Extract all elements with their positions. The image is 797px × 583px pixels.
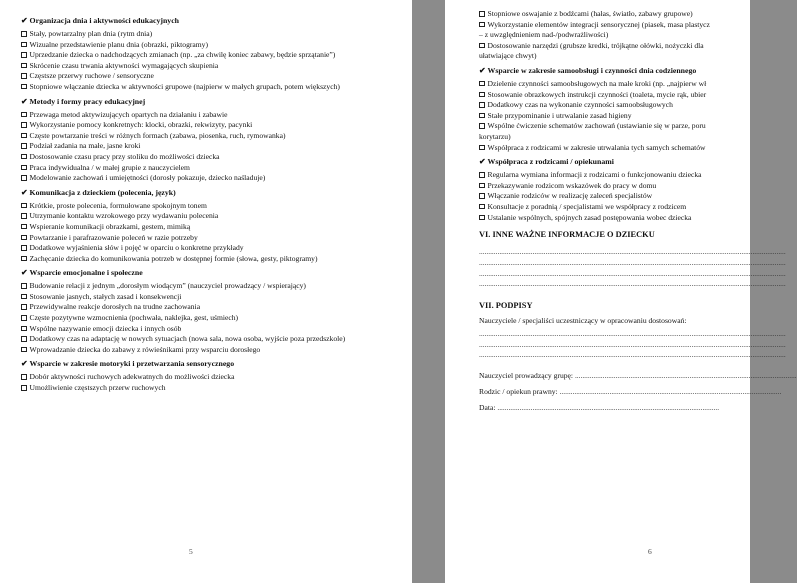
checkbox[interactable] [21, 31, 27, 37]
checkmark-icon: ✔ [479, 157, 486, 167]
checklist-item [479, 111, 750, 122]
section-heading [21, 96, 402, 107]
checklist-item [21, 372, 402, 383]
checkbox[interactable] [21, 256, 27, 262]
checkbox[interactable] [21, 294, 27, 300]
page-6 [445, 0, 797, 583]
checklist-item [21, 383, 402, 394]
checklist-item-continuation: – z uwzględnieniem nad-/podwrażliwości) [479, 30, 609, 40]
checkbox[interactable] [21, 235, 27, 241]
checklist-item-label: Dostosowanie narzędzi (grubsze kredki, trójkątne ołówki, nożyczki dla [487, 40, 704, 50]
checklist-item [21, 50, 402, 61]
page-number: 6 [648, 547, 652, 556]
checklist-item-label: Dostosowanie czasu pracy przy stoliku do możliwości dziecka [29, 151, 220, 161]
checkbox[interactable] [21, 154, 27, 160]
checklist-item-label: Krótkie, proste polecenia, formułowane spokojnym tonem [29, 200, 207, 210]
teacher-dotted-field[interactable]: ........................................................................................................................ [574, 371, 797, 381]
checklist-item [479, 143, 750, 154]
checklist-item [21, 163, 402, 174]
checklist-item-label: Uprzedzanie dziecka o nadchodzących zmianach (np. „za chwilę koniec zabawy, będzie sprzątanie”) [29, 50, 336, 60]
checklist-item-label: Wizualne przedstawienie planu dnia (obrazki, piktogramy) [29, 39, 209, 49]
checkbox[interactable] [21, 203, 27, 209]
checkbox[interactable] [21, 73, 27, 79]
checkbox[interactable] [21, 224, 27, 230]
parent-label: Rodzic / opiekun prawny: [479, 387, 558, 397]
checklist-item [479, 9, 750, 20]
checklist-item-label: Wprowadzanie dziecka do zabawy z rówieśnikami przy wsparciu dorosłego [29, 344, 261, 354]
checklist-item-label: Stałe przypominanie i utrwalanie zasad higieny [487, 110, 632, 120]
dotted-line[interactable]: ...................................................................................................................................................................... [479, 247, 786, 257]
checklist-item-label: Wspieranie komunikacji obrazkami, gestem, mimiką [29, 221, 191, 231]
checkbox[interactable] [21, 133, 27, 139]
checklist-item-label: Utrzymanie kontaktu wzrokowego przy wydawaniu polecenia [29, 211, 219, 221]
checkmark-icon: ✔ [21, 16, 28, 25]
checklist-item [479, 213, 750, 224]
checklist-item-label: Budowanie relacji z jednym „dorosłym wiodącym” (nauczyciel prowadzący / wspierający) [29, 281, 306, 291]
section-heading [21, 358, 402, 369]
checklist-item [21, 233, 402, 244]
checklist-item [479, 202, 750, 213]
checklist-item-label: Wykorzystanie elementów integracji sensorycznej (piasek, masa plastycz [487, 19, 710, 29]
checkbox[interactable] [479, 215, 485, 221]
checklist-item-label: Stosowanie obrazkowych instrukcji czynności (toaleta, mycie rąk, ubier [487, 89, 707, 99]
checklist-item-label: Przekazywanie rodzicom wskazówek do pracy w domu [487, 180, 657, 190]
checklist-item [21, 110, 402, 121]
section-heading [21, 267, 402, 278]
section-heading [479, 156, 750, 167]
checklist-item [21, 211, 402, 222]
checklist-item-label: Wykorzystanie pomocy konkretnych: klocki, obrazki, rekwizyty, pacynki [29, 120, 253, 130]
checkbox[interactable] [21, 122, 27, 128]
page-number: 5 [189, 547, 193, 556]
checkbox[interactable] [21, 315, 27, 321]
checklist-item-label: Praca indywidualna / w małej grupie z nauczycielem [29, 162, 190, 172]
signers-label: Nauczyciele / specjaliści uczestniczący w opracowaniu dostosowań: [479, 316, 687, 326]
checkbox[interactable] [479, 92, 485, 98]
checklist-item-label: Konsultacje z poradnią / specjalistami we współpracy z rodzicem [487, 201, 687, 211]
checkbox[interactable] [21, 175, 27, 181]
checklist-item-label: Dodatkowy czas na adaptację w nowych sytuacjach (nowa sala, nowa osoba, wyjście poza przedszkole) [29, 334, 346, 344]
dotted-line[interactable]: ...................................................................................................................................................................... [479, 339, 786, 349]
checkbox[interactable] [479, 193, 485, 199]
page-5-content [21, 15, 402, 394]
checkbox[interactable] [479, 11, 485, 17]
section-heading [479, 65, 750, 76]
checkbox[interactable] [21, 326, 27, 332]
checkbox[interactable] [479, 43, 485, 49]
section-heading [21, 187, 402, 198]
checklist-item [479, 41, 750, 52]
checkbox[interactable] [21, 385, 27, 391]
checklist-item [21, 222, 402, 233]
checklist-item [21, 334, 402, 345]
checkbox[interactable] [21, 165, 27, 171]
parent-field [479, 387, 782, 398]
checklist-item-label: Umożliwienie częstszych przerw ruchowych [29, 383, 166, 393]
section-6-title: VI. INNE WAŻNE INFORMACJE O DZIECKU [479, 230, 655, 240]
page-6-content [479, 65, 750, 223]
section-6-lines [479, 247, 786, 290]
checkbox[interactable] [479, 102, 485, 108]
checkmark-icon: ✔ [21, 268, 28, 278]
section-heading-text: Metody i formy pracy edukacyjnej [29, 96, 146, 106]
checkbox[interactable] [21, 374, 27, 380]
checkbox[interactable] [21, 143, 27, 149]
checklist-item [21, 173, 402, 184]
checklist-item-label: Stopniowe oswajanie z bodźcami (hałas, światło, zabawy grupowe) [487, 9, 693, 18]
checklist-item-label: Dzielenie czynności samoobsługowych na małe kroki (np. „najpierw wł [487, 78, 707, 88]
checklist-item [21, 324, 402, 335]
dotted-line[interactable]: ...................................................................................................................................................................... [479, 268, 786, 278]
page-6-top-items [479, 9, 750, 62]
checklist-item-label: Modelowanie zachowań i umiejętności (dorosły pokazuje, dziecko naśladuje) [29, 173, 266, 183]
checklist-item-label: Współpraca z rodzicami w zakresie utrwalania tych samych schematów [487, 142, 706, 152]
checklist-item [479, 170, 750, 181]
checkbox[interactable] [479, 172, 485, 178]
section-heading-text: Współpraca z rodzicami / opiekunami [487, 157, 614, 167]
checklist-item [21, 254, 402, 265]
checkmark-icon: ✔ [21, 359, 28, 369]
checkbox[interactable] [21, 63, 27, 69]
checklist-item [21, 29, 402, 40]
checklist-item-label: Częstsze przerwy ruchowe / sensoryczne [29, 71, 154, 81]
checklist-item [21, 61, 402, 72]
checklist-item [479, 90, 750, 101]
checklist-item [21, 302, 402, 313]
date-field [479, 403, 750, 414]
checklist-item-label: Dobór aktywności ruchowych adekwatnych do możliwości dziecka [29, 372, 235, 382]
checkbox[interactable] [21, 52, 27, 58]
checkbox[interactable] [479, 204, 485, 210]
checklist-item [21, 243, 402, 254]
checklist-item [21, 313, 402, 324]
checklist-item-label: Częste powtarzanie treści w różnych formach (zabawa, piosenka, ruch, rymowanka) [29, 130, 286, 140]
checklist-item [21, 71, 402, 82]
checklist-item-label: Ustalanie wspólnych, spójnych zasad postępowania wobec dziecka [487, 212, 692, 222]
checklist-item [21, 131, 402, 142]
checkmark-icon: ✔ [21, 187, 28, 197]
checklist-item-label: Przewidywalne reakcje dorosłych na trudne zachowania [29, 302, 201, 312]
dotted-line[interactable]: ...................................................................................................................................................................... [479, 257, 786, 267]
checkbox[interactable] [479, 183, 485, 189]
checklist-item-label: Włączanie rodziców w realizację zaleceń specjalistów [487, 191, 653, 201]
checkbox[interactable] [21, 42, 27, 48]
parent-dotted-field[interactable]: ........................................................................................................................ [559, 387, 782, 397]
checklist-item-label: Stały, powtarzalny plan dnia (rytm dnia) [29, 29, 153, 38]
checklist-item [21, 82, 402, 93]
checkmark-icon: ✔ [479, 65, 486, 75]
checklist-item-label: Powtarzanie i parafrazowanie poleceń w razie potrzeby [29, 232, 198, 242]
checkbox[interactable] [21, 304, 27, 310]
checklist-item [21, 281, 402, 292]
checkbox[interactable] [21, 336, 27, 342]
section-heading-text: Komunikacja z dzieckiem (polecenia, język) [29, 187, 176, 197]
checklist-item [479, 121, 750, 132]
section-7-title: VII. PODPISY [479, 301, 533, 311]
checklist-item-label: Dodatkowy czas na wykonanie czynności samoobsługowych [487, 100, 673, 110]
checklist-item-label: Regularna wymiana informacji z rodzicami o funkcjonowaniu dziecka [487, 170, 702, 180]
section-heading-text: Wsparcie emocjonalne i społeczne [29, 268, 143, 278]
checklist-item [21, 40, 402, 51]
checkbox[interactable] [21, 112, 27, 118]
checklist-item [21, 141, 402, 152]
checklist-item-label: Stosowanie jasnych, stałych zasad i konsekwencji [29, 291, 182, 301]
checklist-item [21, 152, 402, 163]
checkbox[interactable] [479, 81, 485, 87]
section-heading [21, 15, 402, 26]
checkbox[interactable] [479, 123, 485, 129]
checklist-item-continuation: ułatwiające chwyt) [479, 51, 537, 61]
teacher-field [479, 371, 797, 382]
checklist-item-label: Częste pozytywne wzmocnienia (pochwała, naklejka, gest, uśmiech) [29, 313, 239, 323]
checklist-item [479, 100, 750, 111]
checklist-item [479, 191, 750, 202]
checklist-item-label: Skrócenie czasu trwania aktywności wymagających skupienia [29, 60, 219, 70]
checkbox[interactable] [479, 145, 485, 151]
checkbox[interactable] [479, 113, 485, 119]
checklist-item-label: Dodatkowe wyjaśnienia słów i pojęć w oparciu o konkretne przykłady [29, 243, 244, 253]
checklist-item-continuation: korytarzu) [479, 131, 511, 141]
checkbox[interactable] [21, 283, 27, 289]
section-heading-text: Organizacja dnia i aktywności edukacyjnych [29, 16, 179, 25]
checkbox[interactable] [21, 84, 27, 90]
dotted-line[interactable]: ...................................................................................................................................................................... [479, 328, 786, 338]
section-heading-text: Wsparcie w zakresie motoryki i przetwarzania sensorycznego [29, 359, 235, 369]
checklist-item [479, 20, 750, 31]
checkbox[interactable] [21, 245, 27, 251]
checklist-item [479, 181, 750, 192]
dotted-line[interactable]: ...................................................................................................................................................................... [479, 350, 786, 360]
checklist-item [21, 120, 402, 131]
checklist-item [21, 201, 402, 212]
checklist-item-label: Podział zadania na małe, jasne kroki [29, 141, 141, 151]
checklist-item-label: Wspólne nazywanie emocji dziecka i innych osób [29, 323, 182, 333]
section-heading-text: Wsparcie w zakresie samoobsługi i czynności dnia codziennego [487, 65, 697, 75]
checkmark-icon: ✔ [21, 96, 28, 106]
checkbox[interactable] [479, 22, 485, 28]
teacher-label: Nauczyciel prowadzący grupę: [479, 371, 574, 381]
checkbox[interactable] [21, 213, 27, 219]
date-dotted-field[interactable]: ........................................................................................................................ [497, 402, 720, 412]
dotted-line[interactable]: ...................................................................................................................................................................... [479, 279, 786, 289]
checklist-item [21, 292, 402, 303]
checklist-item [21, 345, 402, 356]
checklist-item-label: Stopniowe włączanie dziecka w aktywności grupowe (najpierw w małych grupach, potem większych) [29, 81, 340, 91]
checkbox[interactable] [21, 347, 27, 353]
checklist-item-label: Przewaga metod aktywizujących opartych na działaniu i zabawie [29, 109, 228, 119]
checklist-item [479, 79, 750, 90]
checklist-item-label: Zachęcanie dziecka do komunikowania potrzeb w dostępnej formie (słowa, gesty, piktogramy) [29, 253, 318, 263]
checklist-item-label: Wspólne ćwiczenie schematów zachowań (ustawianie się w parze, poru [487, 121, 706, 131]
date-label: Data: [479, 402, 496, 412]
